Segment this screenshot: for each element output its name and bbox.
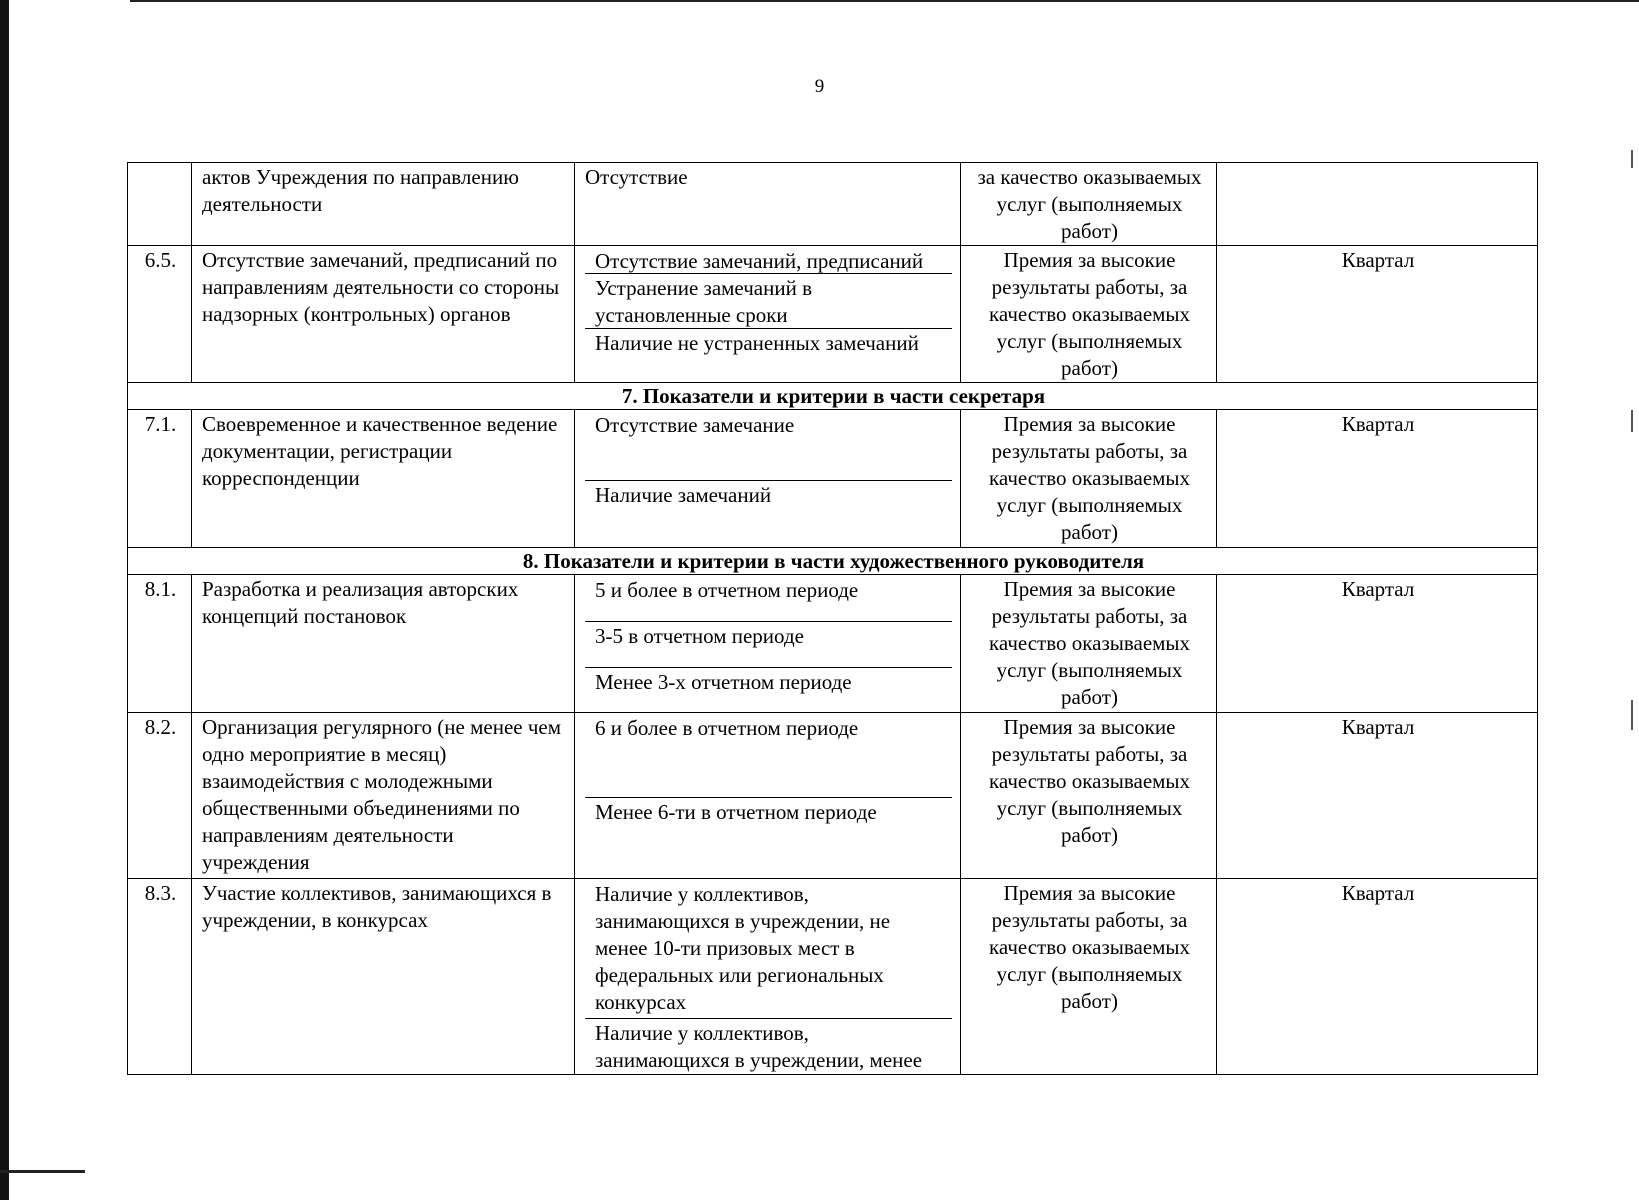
criterion: Отсутствие [575, 163, 961, 246]
bonus-type: Премия за высокие результаты работы, за качество оказываемых услуг (выполняемых работ) [961, 246, 1217, 383]
criteria-list [575, 575, 961, 713]
bonus-type: Премия за высокие результаты работы, за качество оказываемых услуг (выполняемых работ) [961, 575, 1217, 713]
table-row [128, 879, 1538, 1075]
period: Квартал [1217, 713, 1538, 879]
criterion: Наличие у коллективов, занимающихся в учреждении, не менее 10-ти призовых мест в федеральных или региональных конкурсах [585, 880, 952, 1019]
scan-mark [1631, 700, 1633, 730]
table-row [128, 246, 1538, 383]
indicator-name: Участие коллективов, занимающихся в учреждении, в конкурсах [192, 879, 575, 1075]
bonus-type: Премия за высокие результаты работы, за качество оказываемых услуг (выполняемых работ) [961, 410, 1217, 548]
indicator-name: Отсутствие замечаний, предписаний по направлениям деятельности со стороны надзорных (контрольных) органов [192, 246, 575, 383]
row-number [128, 163, 192, 246]
criterion: Менее 6-ти в отчетном периоде [595, 800, 877, 824]
bonus-type: Премия за высокие результаты работы, за качество оказываемых услуг (выполняемых работ) [961, 713, 1217, 879]
period: Квартал [1217, 879, 1538, 1075]
period: Квартал [1217, 410, 1538, 548]
section-title-7: 7. Показатели и критерии в части секретаря [128, 383, 1538, 410]
table-row [128, 163, 1538, 246]
table-row [128, 410, 1538, 548]
scan-mark [1631, 150, 1633, 168]
scan-edge-top [130, 0, 1639, 2]
indicator-name: актов Учреждения по направлению деятельности [192, 163, 575, 246]
scan-mark [1631, 410, 1633, 432]
period: Квартал [1217, 246, 1538, 383]
period [1217, 163, 1538, 246]
table-row [128, 575, 1538, 713]
bonus-type: за качество оказываемых услуг (выполняемых работ) [961, 163, 1217, 246]
bonus-type: Премия за высокие результаты работы, за качество оказываемых услуг (выполняемых работ) [961, 879, 1217, 1075]
criterion: Устранение замечаний в установленные сроки [585, 274, 952, 329]
criteria-list [575, 246, 961, 383]
criterion: Наличие не устраненных замечаний [595, 331, 919, 355]
criterion: 5 и более в отчетном периоде [585, 576, 952, 622]
criterion: 3-5 в отчетном периоде [585, 622, 952, 668]
criteria-list [575, 879, 961, 1075]
indicator-name: Разработка и реализация авторских концепций постановок [192, 575, 575, 713]
criteria-list [575, 713, 961, 879]
criterion: Наличие замечаний [595, 483, 772, 507]
criterion: Отсутствие замечание [585, 411, 952, 481]
criterion: Менее 3-х отчетном периоде [595, 670, 852, 694]
period: Квартал [1217, 575, 1538, 713]
indicator-name: Своевременное и качественное ведение документации, регистрации корреспонденции [192, 410, 575, 548]
section-row [128, 548, 1538, 575]
indicator-name: Организация регулярного (не менее чем одно мероприятие в месяц) взаимодействия с молодежными общественными объединениями по направлениям деятельности учреждения [192, 713, 575, 879]
row-number: 8.3. [128, 879, 192, 1075]
section-title-8: 8. Показатели и критерии в части художественного руководителя [128, 548, 1538, 575]
row-number: 8.1. [128, 575, 192, 713]
criterion: 6 и более в отчетном периоде [585, 714, 952, 798]
row-number: 6.5. [128, 246, 192, 383]
criteria-table [127, 162, 1538, 1075]
criteria-list [575, 410, 961, 548]
criterion: Отсутствие замечаний, предписаний [585, 247, 952, 274]
row-number: 8.2. [128, 713, 192, 879]
row-number: 7.1. [128, 410, 192, 548]
scan-edge-left [0, 0, 9, 1200]
page-number: 9 [814, 76, 825, 97]
scan-edge-bottom [0, 1170, 85, 1173]
criterion: Наличие у коллективов, занимающихся в учреждении, менее [595, 1021, 923, 1072]
table-row [128, 713, 1538, 879]
section-row [128, 383, 1538, 410]
